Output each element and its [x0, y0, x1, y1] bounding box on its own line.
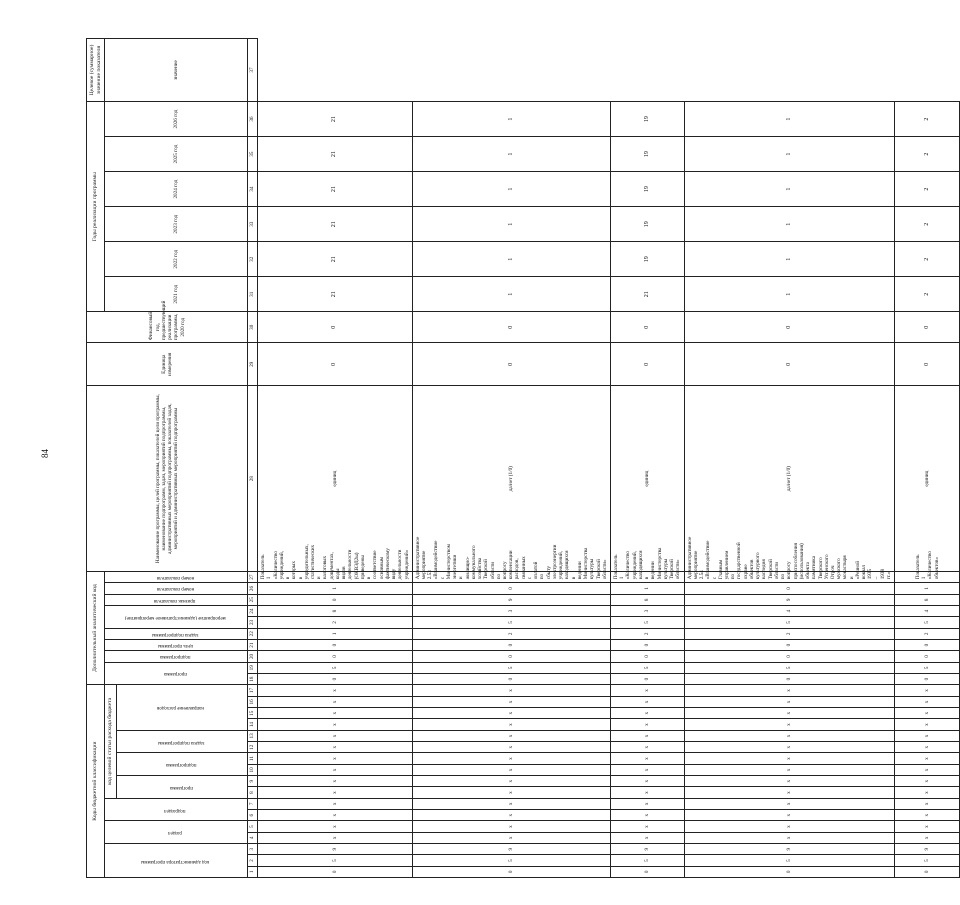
year-value-cell: 2 — [895, 172, 960, 207]
code-cell: x — [611, 821, 685, 832]
code-cell: x — [684, 685, 895, 697]
code-cell: x — [611, 719, 685, 730]
code-cell: x — [684, 719, 895, 730]
code-cell: x — [611, 776, 685, 787]
base-year-value-cell: 0 — [684, 343, 895, 386]
code-cell: x — [895, 821, 960, 832]
code-cell: 5 — [412, 662, 610, 673]
code-cell: x — [611, 832, 685, 843]
year-value-cell: 0 — [258, 312, 413, 343]
code-cell: x — [684, 742, 895, 753]
code-cell: x — [412, 753, 610, 764]
code-cell: 0 — [258, 866, 413, 877]
year-value-cell: 21 — [258, 242, 413, 277]
year-value-cell: 0 — [895, 312, 960, 343]
column-number: 19 — [248, 662, 258, 673]
code-cell: x — [895, 730, 960, 741]
code-cell: 5 — [895, 617, 960, 628]
unit-cell: единиц — [611, 386, 685, 571]
code-cell: 1 — [895, 583, 960, 594]
analytic-goal-header: цель программы — [105, 639, 248, 650]
year-value-cell: 2 — [895, 137, 960, 172]
column-number: 5 — [248, 821, 258, 832]
code-cell: 3 — [611, 605, 685, 616]
year-value-cell: 2 — [895, 277, 960, 312]
code-cell: x — [684, 787, 895, 798]
year-value-cell: 19 — [611, 242, 685, 277]
code-cell: 5 — [412, 855, 610, 866]
code-cell: 9 — [684, 844, 895, 855]
year-value-cell: 1 — [684, 242, 895, 277]
code-cell: x — [611, 764, 685, 775]
code-cell: 9 — [412, 594, 610, 605]
name-column-header: Наименование программы, целей программы, показателей цели программы, наименование подпрограмм, задач, мероприятий подпрограммы, административных мероприятий подпрограммы, показателей задач, мероприятий и административных мероприятий подпрограммы — [87, 386, 248, 571]
code-cell: x — [611, 787, 685, 798]
table-row — [258, 39, 413, 878]
code-cell: 5 — [895, 855, 960, 866]
code-cell: 4 — [684, 605, 895, 616]
column-number: 22 — [248, 628, 258, 639]
analytic-task-header: задача подпрограммы — [105, 628, 248, 639]
year-header-2023: 2023 год — [105, 207, 248, 242]
budget-codes-group-header: Коды бюджетной классификации — [87, 685, 105, 878]
code-cell: 0 — [412, 639, 610, 650]
code-cell: x — [895, 810, 960, 821]
year-header-2026: 2026 год — [105, 102, 248, 137]
column-number: 20 — [248, 651, 258, 662]
code-cell: 5 — [611, 617, 685, 628]
task-code-header: задача подпрограммы — [117, 730, 248, 753]
year-value-cell: 1 — [412, 242, 610, 277]
table-row — [412, 39, 610, 878]
code-cell: 0 — [412, 583, 610, 594]
code-cell: x — [412, 810, 610, 821]
analytic-number-header: номер показателя — [105, 571, 248, 582]
code-cell: x — [412, 798, 610, 809]
year-value-cell: 1 — [412, 207, 610, 242]
code-cell: 0 — [258, 639, 413, 650]
code-cell: 5 — [684, 617, 895, 628]
column-number: 33 — [248, 207, 258, 242]
column-number: 9 — [248, 776, 258, 787]
column-number: 18 — [248, 673, 258, 684]
code-cell: 1 — [258, 583, 413, 594]
code-cell: x — [684, 821, 895, 832]
year-value-cell: 19 — [611, 172, 685, 207]
code-cell: x — [684, 764, 895, 775]
code-cell: x — [611, 753, 685, 764]
code-cell: 3 — [412, 605, 610, 616]
target-value-cell: 21 — [258, 102, 413, 137]
indicator-name-cell: Административное мероприятие 2.54 «Взаимодействие с Главным управлением по государственной охране объектов культурного наследия Тверской области по вопросу приспособления (использования) объекта памятника Тверского Успенского Отроч мужского монастыря и «Речной вокзал 1935 – 1938 гг.» — [684, 571, 895, 582]
year-header-2021: 2021 год — [105, 277, 248, 312]
code-cell: 0 — [895, 651, 960, 662]
code-cell: x — [684, 810, 895, 821]
column-number: 24 — [248, 605, 258, 616]
code-cell: 2 — [611, 628, 685, 639]
year-header-2022: 2022 год — [105, 242, 248, 277]
column-number: 11 — [248, 753, 258, 764]
code-cell: x — [895, 742, 960, 753]
column-number: 30 — [248, 312, 258, 343]
indicator-name-cell: Показатель 1 «Количество объектов» — [895, 571, 960, 582]
code-cell: 5 — [412, 617, 610, 628]
target-value-cell: 1 — [412, 102, 610, 137]
code-cell: x — [611, 696, 685, 707]
base-year-value-cell: 0 — [895, 343, 960, 386]
target-value-header: значение — [105, 39, 248, 102]
column-number: 4 — [248, 832, 258, 843]
base-year-value-cell: 0 — [258, 343, 413, 386]
year-header-2025: 2025 год — [105, 137, 248, 172]
code-cell: x — [611, 685, 685, 697]
analytic-indicator-number-header: номер показателя — [105, 583, 248, 594]
column-number: 27 — [248, 571, 258, 582]
code-cell: x — [895, 787, 960, 798]
code-cell: 2 — [258, 617, 413, 628]
column-number: 2 — [248, 855, 258, 866]
activity-code-header: направление расходов — [117, 685, 248, 730]
code-cell: x — [684, 776, 895, 787]
column-number: 10 — [248, 764, 258, 775]
code-cell: x — [258, 821, 413, 832]
year-value-cell: 19 — [611, 207, 685, 242]
column-number: 13 — [248, 730, 258, 741]
unit-column-header: Единица измерения — [87, 343, 248, 386]
year-value-cell: 19 — [611, 137, 685, 172]
code-cell: 0 — [412, 866, 610, 877]
column-number: 31 — [248, 277, 258, 312]
code-cell: x — [258, 832, 413, 843]
base-year-column-header: Финансовый год, предшествующий реализации программы, 2020 год — [87, 312, 248, 343]
code-cell: 5 — [258, 662, 413, 673]
column-number: 12 — [248, 742, 258, 753]
page-number: 84 — [40, 449, 50, 458]
analytic-code-group-header: Дополнительный аналитический код — [87, 571, 105, 684]
column-number: 35 — [248, 137, 258, 172]
code-cell: x — [412, 742, 610, 753]
code-cell: 5 — [611, 662, 685, 673]
analytic-subprogram-header: подпрограмма — [105, 651, 248, 662]
indicator-name-cell: Показатель 1 «Количество учреждений, находящихся в ведении Министерства культуры Тверской области» — [611, 571, 685, 582]
code-cell: 9 — [258, 844, 413, 855]
code-cell: 0 — [412, 651, 610, 662]
code-cell: 0 — [258, 673, 413, 684]
program-indicators-table-sheet — [86, 38, 940, 878]
year-header-2024: 2024 год — [105, 172, 248, 207]
admin-code-header: код администратора программы — [105, 844, 248, 878]
code-cell: 1 — [258, 628, 413, 639]
code-cell: 0 — [412, 673, 610, 684]
year-value-cell: 1 — [412, 277, 610, 312]
target-value-cell: 1 — [684, 102, 895, 137]
year-value-cell: 21 — [258, 277, 413, 312]
unit-cell: да/нет (1/0) — [412, 386, 610, 571]
code-cell: 0 — [258, 594, 413, 605]
code-cell: x — [895, 832, 960, 843]
unit-cell: да/нет (1/0) — [684, 386, 895, 571]
column-number: 29 — [248, 343, 258, 386]
code-cell: x — [895, 696, 960, 707]
code-cell: 0 — [611, 866, 685, 877]
table-row — [684, 39, 895, 878]
code-cell: 1 — [611, 583, 685, 594]
column-number: 17 — [248, 685, 258, 697]
subsection-header: подраздел — [105, 798, 248, 821]
code-cell: 9 — [412, 844, 610, 855]
code-cell: x — [258, 708, 413, 719]
code-cell: x — [684, 696, 895, 707]
year-value-cell: 21 — [258, 207, 413, 242]
code-cell: 5 — [611, 855, 685, 866]
code-cell: x — [895, 776, 960, 787]
code-cell: x — [412, 821, 610, 832]
code-cell: 0 — [684, 673, 895, 684]
year-value-cell: 1 — [684, 277, 895, 312]
analytic-activity-header: мероприятие (административное мероприятие) — [105, 605, 248, 628]
year-value-cell: 1 — [684, 207, 895, 242]
code-cell: 0 — [895, 866, 960, 877]
year-value-cell: 0 — [412, 312, 610, 343]
code-cell: 0 — [684, 866, 895, 877]
code-cell: x — [258, 719, 413, 730]
column-number: 25 — [248, 594, 258, 605]
year-value-cell: 1 — [412, 172, 610, 207]
code-cell: x — [412, 696, 610, 707]
code-cell: x — [258, 753, 413, 764]
indicator-name-cell: Административное мероприятие 2.53 «Взаимодействие с Министерством энергетики и жилищно-коммунального хозяйства Тверской области по вопросу компенсации расходов, связанных с оплатой по сбыту электроэнергии учреждений, находящихся в ведении Министерства культуры Тверской области» — [412, 571, 610, 582]
column-numbers-row — [248, 39, 258, 878]
code-cell: 2 — [895, 628, 960, 639]
code-cell: x — [258, 810, 413, 821]
code-cell: 0 — [611, 651, 685, 662]
code-cell: x — [895, 753, 960, 764]
column-number: 7 — [248, 798, 258, 809]
code-cell: 8 — [258, 605, 413, 616]
code-cell: x — [412, 776, 610, 787]
code-cell: x — [412, 764, 610, 775]
column-number: 14 — [248, 719, 258, 730]
code-cell: x — [611, 742, 685, 753]
code-cell: x — [258, 685, 413, 697]
year-value-cell: 21 — [258, 172, 413, 207]
code-cell: 8 — [895, 594, 960, 605]
code-cell: x — [412, 832, 610, 843]
year-value-cell: 2 — [895, 242, 960, 277]
code-cell: x — [684, 753, 895, 764]
column-number: 32 — [248, 242, 258, 277]
year-value-cell: 1 — [684, 172, 895, 207]
code-cell: x — [895, 764, 960, 775]
year-value-cell: 21 — [611, 277, 685, 312]
indicator-name-cell: Показатель 1 «Количество учреждений, в которых в учредительных, статистических и налоговых документах, коды видов деятельности (ОКВЭД2ы) приведены в соответствие основным фактическому виду деятельности учреждений» — [258, 571, 413, 582]
table-row — [895, 39, 960, 878]
code-cell: x — [258, 764, 413, 775]
code-cell: x — [895, 685, 960, 697]
analytic-program-header: программа — [105, 662, 248, 685]
code-cell: 2 — [412, 628, 610, 639]
table-row — [611, 39, 685, 878]
code-cell: x — [412, 787, 610, 798]
code-cell: x — [611, 798, 685, 809]
column-number: 6 — [248, 810, 258, 821]
unit-cell: единиц — [258, 386, 413, 571]
code-cell: 9 — [611, 844, 685, 855]
code-cell: x — [412, 719, 610, 730]
column-number: 21 — [248, 639, 258, 650]
code-cell: 8 — [611, 594, 685, 605]
code-cell: 5 — [684, 855, 895, 866]
years-group-header: Годы реализации программы — [87, 102, 105, 312]
code-cell: x — [684, 730, 895, 741]
code-cell: 4 — [895, 605, 960, 616]
base-year-value-cell: 0 — [611, 343, 685, 386]
code-cell: 0 — [684, 583, 895, 594]
code-cell: 0 — [258, 651, 413, 662]
column-number: 34 — [248, 172, 258, 207]
column-number: 1 — [248, 866, 258, 877]
program-indicators-table — [86, 38, 960, 878]
code-cell: x — [895, 708, 960, 719]
section-header: раздел — [105, 821, 248, 844]
code-cell: x — [895, 719, 960, 730]
code-cell: 0 — [684, 651, 895, 662]
code-cell: x — [684, 832, 895, 843]
column-number: 16 — [248, 696, 258, 707]
target-group-header: Целевое (суммарное) значение показателя — [87, 39, 105, 102]
code-cell: 9 — [684, 594, 895, 605]
year-value-cell: 21 — [258, 137, 413, 172]
unit-cell: единиц — [895, 386, 960, 571]
code-cell: 9 — [895, 844, 960, 855]
column-number: 36 — [248, 102, 258, 137]
code-cell: 0 — [611, 639, 685, 650]
year-value-cell: 0 — [611, 312, 685, 343]
column-number: 15 — [248, 708, 258, 719]
code-cell: 5 — [684, 662, 895, 673]
code-cell: x — [412, 730, 610, 741]
code-cell: x — [258, 730, 413, 741]
program-code-header: программа — [117, 776, 248, 799]
column-number: 3 — [248, 844, 258, 855]
code-cell: 0 — [684, 639, 895, 650]
code-cell: x — [412, 708, 610, 719]
code-cell: x — [258, 798, 413, 809]
code-cell: x — [412, 685, 610, 697]
code-cell: 0 — [611, 673, 685, 684]
year-value-cell: 1 — [684, 137, 895, 172]
code-cell: 0 — [895, 639, 960, 650]
code-cell: x — [895, 798, 960, 809]
target-article-header: код целевой статьи расхода бюджета — [105, 685, 117, 798]
code-cell: x — [684, 798, 895, 809]
column-number: 26 — [248, 583, 258, 594]
analytic-indicator-type-header: признак показателя — [105, 594, 248, 605]
code-cell: x — [258, 696, 413, 707]
subprogram-code-header: подпрограмма — [117, 753, 248, 776]
code-cell: 2 — [684, 628, 895, 639]
code-cell: x — [611, 810, 685, 821]
year-value-cell: 0 — [684, 312, 895, 343]
code-cell: x — [258, 776, 413, 787]
year-value-cell: 1 — [412, 137, 610, 172]
code-cell: 0 — [895, 673, 960, 684]
year-value-cell: 2 — [895, 207, 960, 242]
base-year-value-cell: 0 — [412, 343, 610, 386]
column-number: 23 — [248, 617, 258, 628]
code-cell: 5 — [895, 662, 960, 673]
column-number: 28 — [248, 386, 258, 571]
column-number: 8 — [248, 787, 258, 798]
code-cell: x — [684, 708, 895, 719]
target-value-cell: 2 — [895, 102, 960, 137]
column-number: 37 — [248, 39, 258, 102]
code-cell: x — [611, 708, 685, 719]
code-cell: 5 — [258, 855, 413, 866]
code-cell: x — [258, 742, 413, 753]
code-cell: x — [611, 730, 685, 741]
code-cell: x — [258, 787, 413, 798]
target-value-cell: 19 — [611, 102, 685, 137]
